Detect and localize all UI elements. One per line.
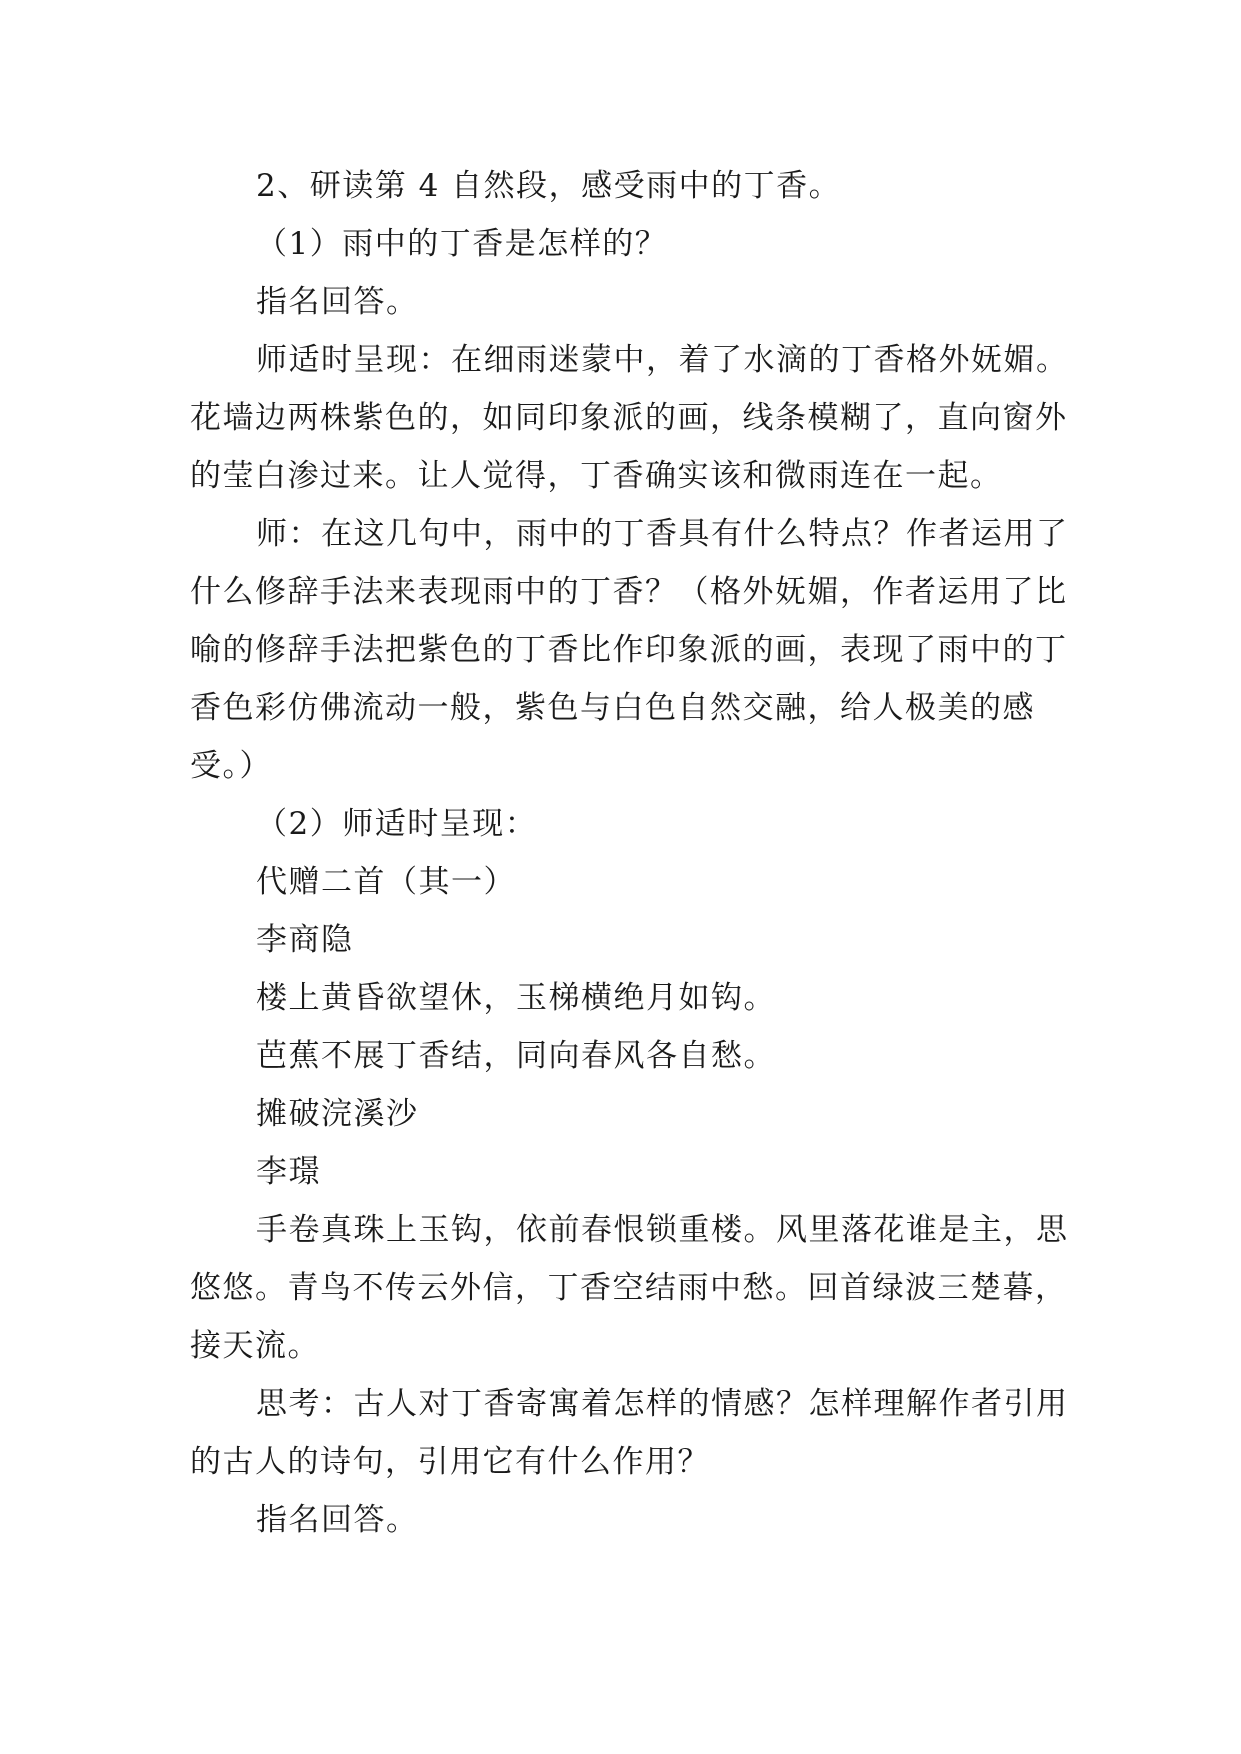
document-body bbox=[190, 157, 1070, 1549]
poem-line: 芭蕉不展丁香结，同向春风各自愁。 bbox=[256, 1038, 776, 1074]
poem-title: 代赠二首（其一） bbox=[256, 864, 516, 900]
poem-author: 李璟 bbox=[256, 1154, 321, 1190]
question-1: （1）雨中的丁香是怎样的？ bbox=[256, 226, 668, 262]
section-heading: 2、研读第 4 自然段，感受雨中的丁香。 bbox=[256, 168, 842, 204]
thinking-question: 思考：古人对丁香寄寓着怎样的情感？怎样理解作者引用的古人的诗句，引用它有什么作用？ bbox=[190, 1386, 1069, 1480]
instruction-text: 指名回答。 bbox=[256, 284, 419, 320]
instruction-text: 指名回答。 bbox=[256, 1502, 419, 1538]
question-2: （2）师适时呈现： bbox=[256, 806, 538, 842]
poem-author: 李商隐 bbox=[256, 922, 354, 958]
teacher-question-paragraph: 师：在这几句中，雨中的丁香具有什么特点？作者运用了什么修辞手法来表现雨中的丁香？（格外妩媚，作者运用了比喻的修辞手法把紫色的丁香比作印象派的画，表现了雨中的丁香色彩仿佛流动一般，紫色与白色自然交融，给人极美的感受。） bbox=[190, 516, 1069, 784]
poem-title: 摊破浣溪沙 bbox=[256, 1096, 419, 1132]
poem-line: 楼上黄昏欲望休，玉梯横绝月如钩。 bbox=[256, 980, 776, 1016]
teacher-presentation-paragraph: 师适时呈现：在细雨迷蒙中，着了水滴的丁香格外妩媚。花墙边两株紫色的，如同印象派的画，线条模糊了，直向窗外的莹白渗过来。让人觉得，丁香确实该和微雨连在一起。 bbox=[190, 342, 1069, 494]
poem-text: 手卷真珠上玉钩，依前春恨锁重楼。风里落花谁是主，思悠悠。青鸟不传云外信，丁香空结雨中愁。回首绿波三楚暮，接天流。 bbox=[190, 1212, 1069, 1364]
